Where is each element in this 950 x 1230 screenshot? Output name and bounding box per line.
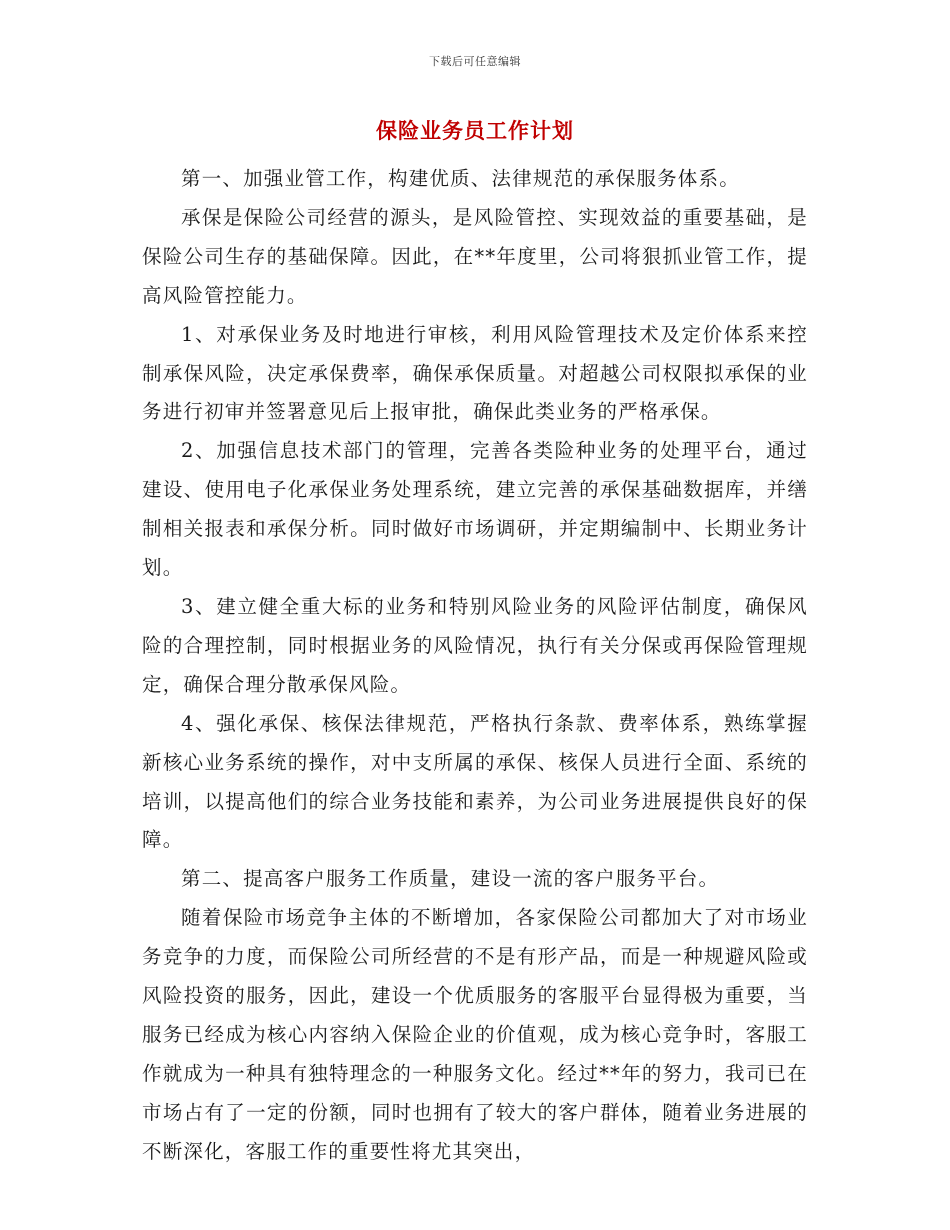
paragraph-section-one-heading: 第一、加强业管工作，构建优质、法律规范的承保服务体系。 [181,167,740,190]
paragraph-item-4: 4、强化承保、核保法律规范，严格执行条款、费率体系，熟练掌握新核心业务系统的操作，对中支所属的承保、核保人员进行全面、系统的培训，以提高他们的综合业务技能和素养，为公司业务进展提供良好的保障。 [142,711,808,852]
paragraph-underwriting-intro: 承保是保险公司经营的源头，是风险管控、实现效益的重要基础，是保险公司生存的基础保障。因此，在**年度里，公司将狠抓业管工作，提高风险管控能力。 [142,205,808,307]
document-title: 保险业务员工作计划 [376,118,574,143]
paragraph-item-3: 3、建立健全重大标的业务和特别风险业务的风险评估制度，确保风险的合理控制，同时根据业务的风险情况，执行有关分保或再保险管理规定，确保合理分散承保风险。 [142,594,808,696]
header-note: 下载后可任意编辑 [429,55,521,68]
paragraph-item-2: 2、加强信息技术部门的管理，完善各类险种业务的处理平台，通过建设、使用电子化承保业务处理系统，建立完善的承保基础数据库，并缮制相关报表和承保分析。同时做好市场调研，并定期编制中、长期业务计划。 [142,439,808,580]
paragraph-item-1: 1、对承保业务及时地进行审核，利用风险管理技术及定价体系来控制承保风险，决定承保费率，确保承保质量。对超越公司权限拟承保的业务进行初审并签署意见后上报审批，确保此类业务的严格承保。 [142,322,808,424]
document-body [142,160,808,1172]
paragraph-section-two-heading: 第二、提高客户服务工作质量，建设一流的客户服务平台。 [181,867,720,891]
paragraph-customer-service: 随着保险市场竞争主体的不断增加，各家保险公司都加大了对市场业务竞争的力度，而保险公司所经营的不是有形产品，而是一种规避风险或风险投资的服务，因此，建设一个优质服务的客服平台显得极为重要，当服务已经成为核心内容纳入保险企业的价值观，成为核心竞争时，客服工作就成为一种具有独特理念的一种服务文化。经过**年的努力，我司已在市场占有了一定的份额，同时也拥有了较大的客户群体，随着业务进展的不断深化，客服工作的重要性将尤其突出， [142,906,808,1163]
